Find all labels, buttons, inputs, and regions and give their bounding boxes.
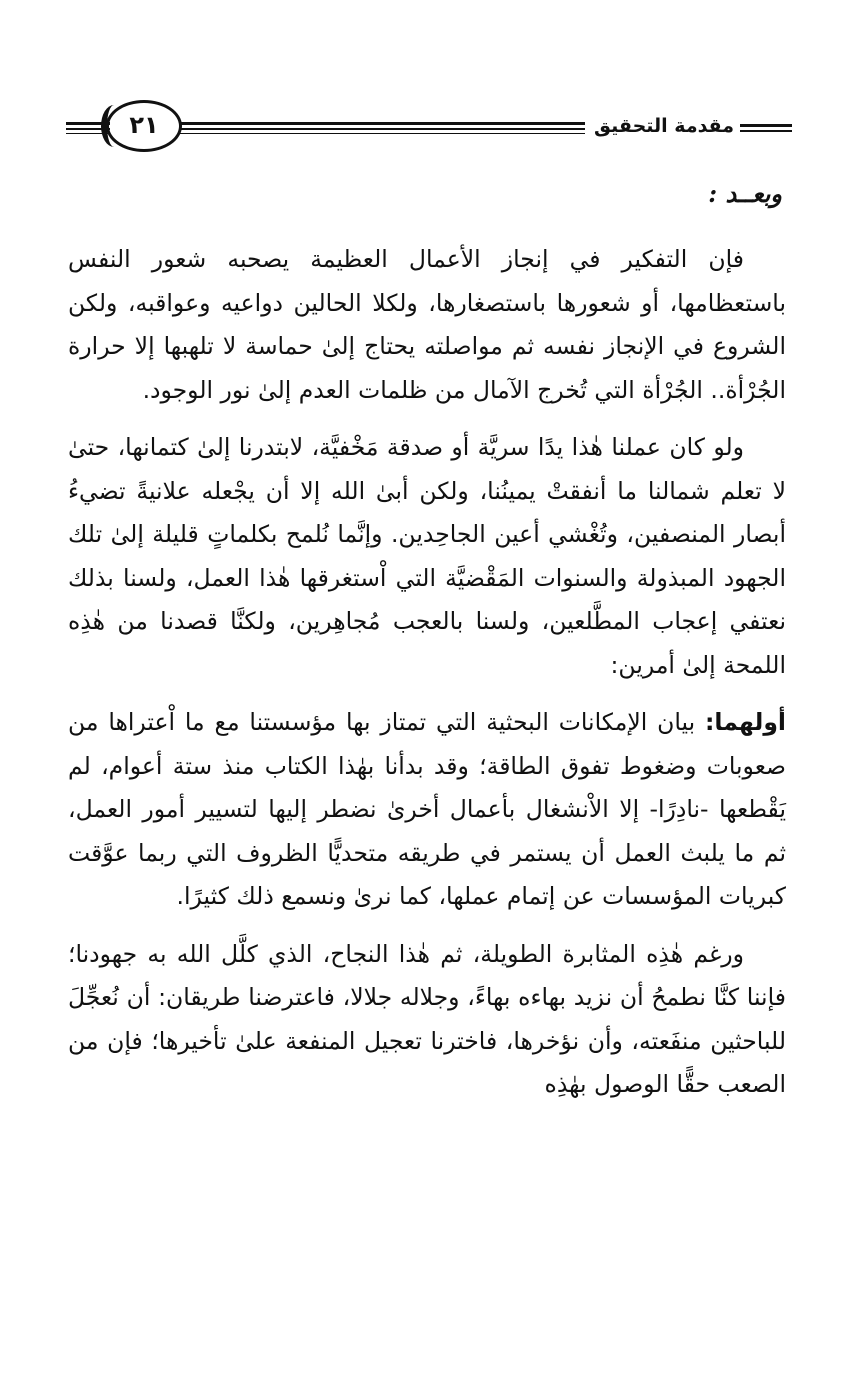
paragraph-text: ورغم هٰذِه المثابرة الطويلة، ثم هٰذا النجاح، الذي كلَّل الله به جهودنا؛ فإننا كنَّا نطمحُ أن نزيد بهاءه بهاءً، وجلاله جلالا، فاعترضنا طريقان: أن نُعجِّلَ للباحثين منفَعته، وأن نؤخرها، فاخترنا تعجيل المنفعة علىٰ تأخيرها؛ فإن من الصعب حقًّا الوصول بهٰذِه: [68, 939, 786, 1098]
paragraph-text: فإن التفكير في إنجاز الأعمال العظيمة يصحبه شعور النفس باستعظامها، أو شعورها باستصغارها، ولكلا الحالين دواعيه وعواقبه، ولكن الشروع في الإنجاز نفسه ثم مواصلته يحتاج إلىٰ حماسة لا تلهبها إلا حرارة الجُرْأة.. الجُرْأة التي تُخرج الآمال من ظلمات العدم إلىٰ نور الوجود.: [68, 245, 786, 404]
header-rule: [178, 133, 585, 134]
header-rule: [740, 130, 792, 132]
paragraph: [68, 426, 786, 687]
paragraph-lead-term: أولهما:: [705, 708, 786, 736]
paragraph-text: بيان الإمكانات البحثية التي تمتاز بها مؤسستنا مع ما اْعتراها من صعوبات وضغوط تفوق الطاقة؛ وقد بدأنا بهٰذا الكتاب منذ ستة أعوام، لم يَقْطعها -نادِرًا- إلا الاْنشغال بأعمال أخرىٰ نضطر إليها لتسيير أمور العمل، ثم ما يلبث العمل أن يستمر في طريقه متحديًّا الظروف التي ربما عوَّقت كبريات المؤسسات عن إتمام عملها، كما نرىٰ ونسمع ذلك كثيرًا.: [68, 708, 786, 910]
opening-phrase: وبعــد :: [708, 179, 782, 208]
page-number: ٢١: [129, 111, 159, 139]
paragraph: [68, 238, 786, 412]
paragraph: [68, 701, 786, 919]
header-rule: [740, 124, 792, 127]
header-rule: [66, 128, 110, 130]
header-rule: [178, 122, 585, 125]
page-number-ornament: [106, 100, 182, 152]
section-title: مقدمة التحقيق: [594, 115, 734, 137]
running-header: [66, 92, 792, 164]
header-rule: [66, 122, 110, 125]
paragraph-text: ولو كان عملنا هٰذا يدًا سريَّة أو صدقة مَخْفيَّة، لابتدرنا إلىٰ كتمانها، حتىٰ لا تعلم شمالنا ما أنفقتْ يمينُنا، ولكن أبىٰ الله إلا أن يجْعله علانيةً تضيءُ أبصار المنصفين، وتُغْشي أعين الجاحِدين. وإنَّما نُلمح بكلماتٍ قليلة إلىٰ تلك الجهود المبذولة والسنوات المَقْضيَّة التي اْستغرقها هٰذا العمل، ولسنا بذلك نعتفي إعجاب المطَّلعين، ولسنا بالعجب مُجاهِرين، ولكنَّا قصدنا من هٰذِه اللمحة إلىٰ أمرين:: [68, 433, 786, 679]
header-rule: [178, 128, 585, 130]
header-rule: [66, 133, 110, 134]
page-body: [68, 172, 786, 1121]
paragraph: [68, 933, 786, 1107]
